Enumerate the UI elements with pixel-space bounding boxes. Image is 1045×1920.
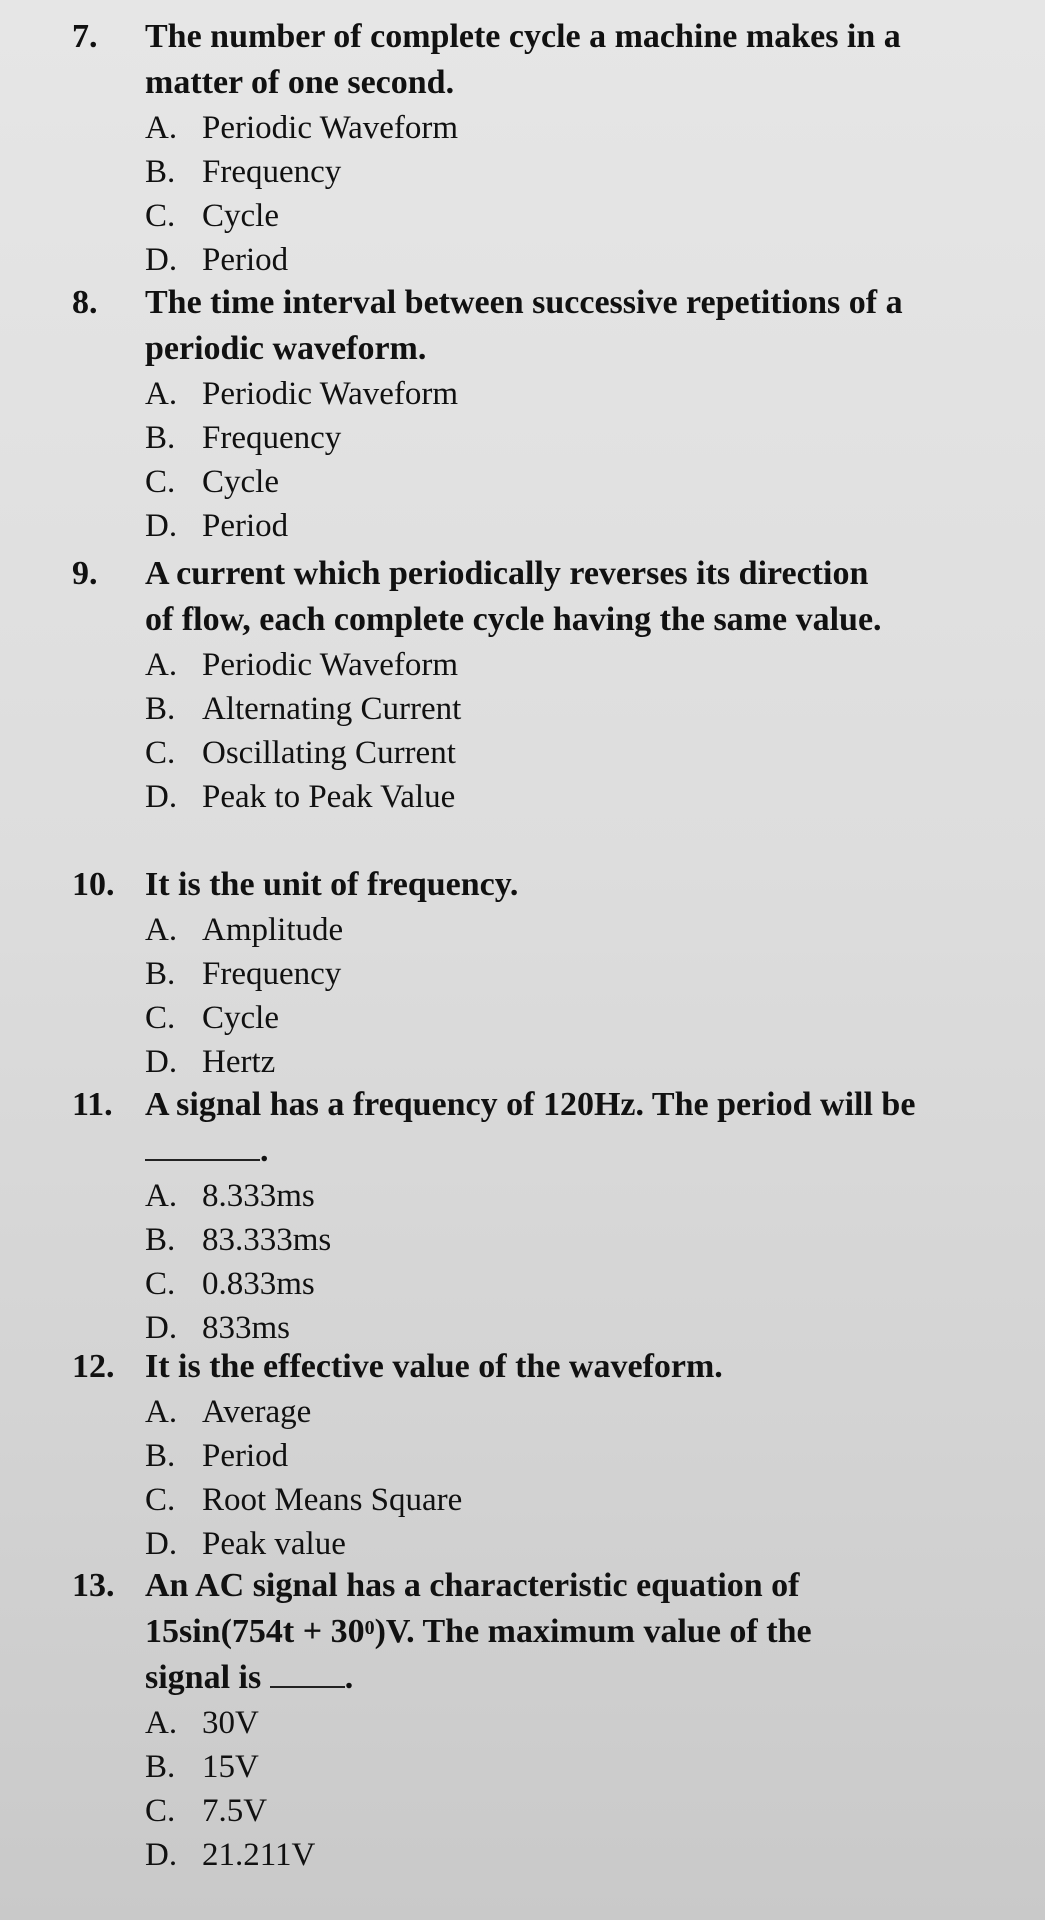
option-letter: C. [145,1000,176,1036]
option-text: 0.833ms [202,1266,315,1302]
option-letter: A. [145,1178,178,1214]
option-d[interactable] [0,775,1045,819]
option-letter: A. [145,376,178,412]
option-text: 30V [202,1705,259,1741]
option-letter: D. [145,1837,178,1873]
options-list [0,1701,1045,1877]
question-8 [0,280,1045,548]
question-end-punctuation: . [344,1659,354,1696]
option-a[interactable] [0,1174,1045,1218]
question-stem [0,862,1045,908]
option-text: Frequency [202,154,342,190]
option-letter: B. [145,1222,176,1258]
option-letter: A. [145,647,178,683]
option-text: Period [202,242,289,278]
option-d[interactable] [0,504,1045,548]
question-stem [0,551,1045,643]
question-11 [0,1082,1045,1350]
option-text: Period [202,1438,289,1474]
question-stem [0,1344,1045,1390]
option-letter: C. [145,1266,176,1302]
option-letter: C. [145,464,176,500]
question-number: 13. [72,1567,115,1604]
option-d[interactable] [0,1833,1045,1877]
question-number: 12. [72,1348,115,1385]
option-c[interactable] [0,731,1045,775]
question-text: It is the unit of frequency. [145,866,519,903]
option-text: 15V [202,1749,259,1785]
option-c[interactable] [0,460,1045,504]
options-list [0,106,1045,282]
question-text: A signal has a frequency of 120Hz. The period will be [145,1086,916,1123]
question-text: The time interval between successive repetitions of a periodic waveform. [145,284,903,367]
option-a[interactable] [0,1701,1045,1745]
option-b[interactable] [0,416,1045,460]
option-text: 21.211V [202,1837,316,1873]
question-7 [0,14,1045,282]
equation-main: 15sin(754t + 30 [145,1613,365,1650]
answer-blank[interactable] [270,1656,345,1688]
option-text: Alternating Current [202,691,462,727]
option-d[interactable] [0,238,1045,282]
option-c[interactable] [0,996,1045,1040]
question-9 [0,551,1045,819]
option-letter: B. [145,1438,176,1474]
question-stem [0,280,1045,372]
option-c[interactable] [0,1478,1045,1522]
option-text: Cycle [202,464,279,500]
option-letter: D. [145,508,178,544]
question-text: The number of complete cycle a machine makes in a matter of one second. [145,18,901,101]
option-letter: A. [145,912,178,948]
option-text: Amplitude [202,912,344,948]
option-text: Frequency [202,420,342,456]
option-text: Cycle [202,198,279,234]
option-text: Periodic Waveform [202,110,459,146]
option-a[interactable] [0,643,1045,687]
option-text: Cycle [202,1000,279,1036]
option-text: Root Means Square [202,1482,463,1518]
question-12 [0,1344,1045,1566]
option-d[interactable] [0,1040,1045,1084]
options-list [0,908,1045,1084]
options-list [0,372,1045,548]
question-text: A current which periodically reverses its direction of flow, each complete cycle having the same value. [145,555,882,638]
answer-blank[interactable] [145,1129,260,1161]
option-b[interactable] [0,150,1045,194]
question-end-punctuation: . [260,1132,269,1169]
option-letter: D. [145,242,178,278]
option-c[interactable] [0,1789,1045,1833]
option-b[interactable] [0,1745,1045,1789]
question-stem [0,14,1045,106]
question-stem [0,1082,1045,1174]
equation-degree-sup: 0 [364,1617,375,1639]
option-letter: B. [145,691,176,727]
question-text-line-3 [145,1655,955,1701]
option-letter: C. [145,198,176,234]
question-number: 7. [72,18,98,55]
option-letter: B. [145,420,176,456]
option-letter: C. [145,735,176,771]
option-text: Period [202,508,289,544]
option-b[interactable] [0,1218,1045,1262]
option-a[interactable] [0,372,1045,416]
option-letter: B. [145,1749,176,1785]
option-letter: A. [145,1705,178,1741]
option-letter: D. [145,1044,178,1080]
option-b[interactable] [0,687,1045,731]
option-text: Hertz [202,1044,276,1080]
option-a[interactable] [0,106,1045,150]
option-b[interactable] [0,1434,1045,1478]
option-c[interactable] [0,194,1045,238]
option-text: Periodic Waveform [202,376,459,412]
option-letter: D. [145,779,178,815]
option-letter: C. [145,1793,176,1829]
option-d[interactable] [0,1522,1045,1566]
option-c[interactable] [0,1262,1045,1306]
option-letter: B. [145,154,176,190]
question-13 [0,1563,1045,1877]
option-a[interactable] [0,908,1045,952]
option-letter: B. [145,956,176,992]
option-text: Peak value [202,1526,346,1562]
options-list [0,643,1045,819]
options-list [0,1390,1045,1566]
option-b[interactable] [0,952,1045,996]
question-stem [0,1563,1045,1701]
question-number: 9. [72,555,98,592]
option-letter: C. [145,1482,176,1518]
option-letter: A. [145,1394,178,1430]
option-text: 7.5V [202,1793,268,1829]
question-text-line-1: An AC signal has a characteristic equation of [145,1567,800,1604]
option-a[interactable] [0,1390,1045,1434]
option-text: 8.333ms [202,1178,315,1214]
question-equation-line [145,1609,955,1655]
option-letter: A. [145,110,178,146]
option-text: Periodic Waveform [202,647,459,683]
option-letter: D. [145,1526,178,1562]
option-text: Average [202,1394,312,1430]
question-text: signal is [145,1659,262,1696]
question-number: 10. [72,866,115,903]
option-text: Peak to Peak Value [202,779,456,815]
options-list [0,1174,1045,1350]
question-text: It is the effective value of the waveform. [145,1348,723,1385]
question-number: 8. [72,284,98,321]
option-letter: D. [145,1310,178,1346]
option-text: 83.333ms [202,1222,332,1258]
equation-end: )V. The maximum value of the [374,1613,812,1650]
option-text: Frequency [202,956,342,992]
question-10 [0,862,1045,1084]
question-number: 11. [72,1086,113,1123]
option-text: Oscillating Current [202,735,456,771]
option-text: 833ms [202,1310,291,1346]
